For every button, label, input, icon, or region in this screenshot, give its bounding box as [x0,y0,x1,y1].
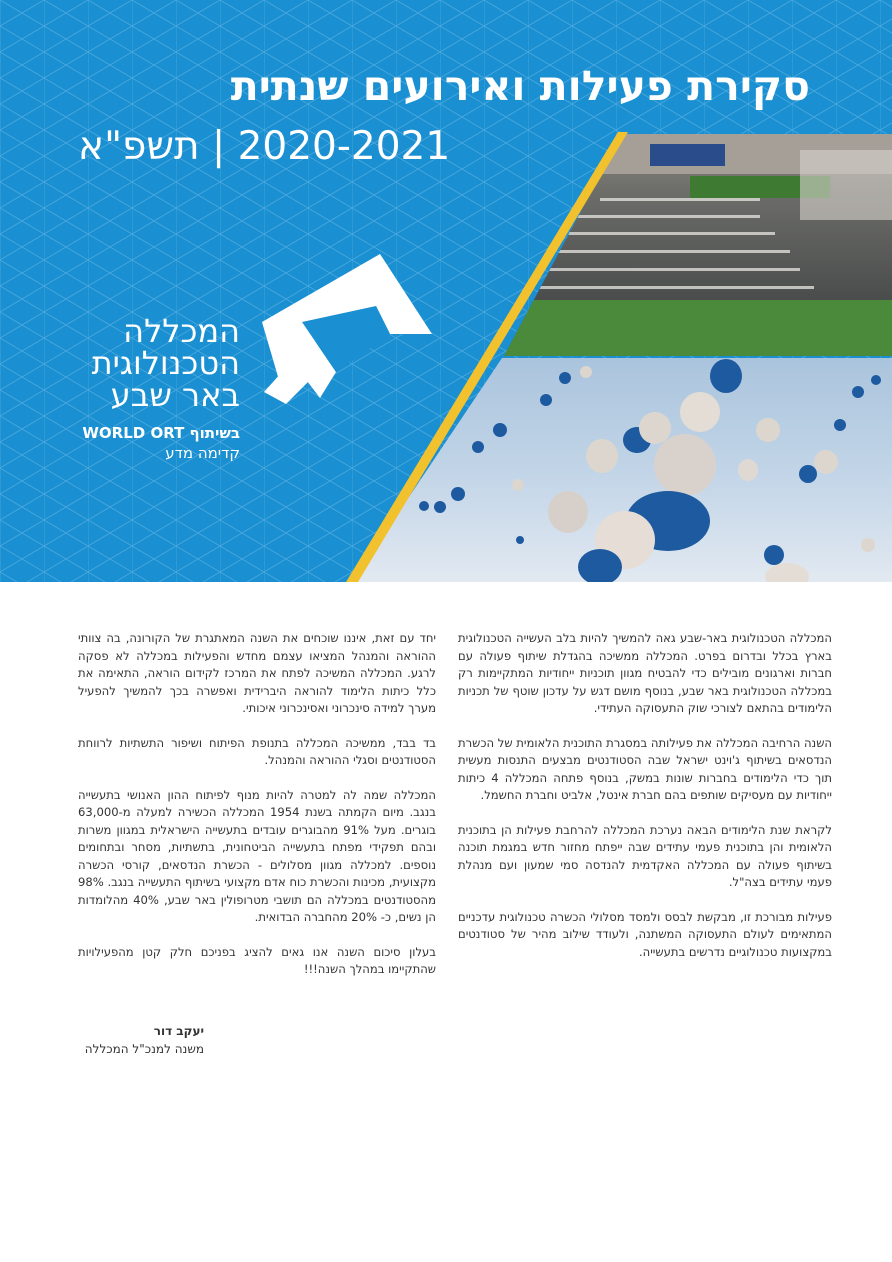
signature-name: יעקב דור [153,1024,204,1038]
body-left-column [78,630,436,996]
body-right-column [458,630,832,978]
hero-banner [0,0,892,582]
partner-line1: בשיתוף WORLD ORT [82,424,240,442]
paragraph: המכללה שמה לה למטרה להיות מנוף לפיתוח ההון האנושי בתעשייה בנגב. מיום הקמתה בשנת 1954 המכללה הכשירה למעלה מ-63,000 בוגרים. מעל 91% מהבוגרים עובדים בתעשייה הישראלית במגוון משרות ובהם תפקידי מפתח בתעשייה הביטחונית, בתשתיות, מסחר ובתחומים נוספים. למכללה מגוון מסלולים - הכשרת הנדסאים, קורסי הכשרה מקצועית, מכינות והכשרת כוח אדם מקצועי בשיתוף התעשייה בנגב. 98% מהסטודנטים במכללה הם תושבי מטרופולין באר שבע, 40% מהלומדות הן נשים, כ- 20% מהחברה הבדואית. [78,787,436,924]
college-name-line3: באר שבע [110,376,240,414]
college-name-line1: המכללה [123,312,240,350]
page-title: סקירת פעילות ואירועים שנתית [230,62,810,110]
paragraph: בעלון סיכום השנה אנו גאים להציג בפניכם חלק קטן מהפעילויות שהתקיימו במהלך השנה!!! [78,944,436,976]
signature-role: משנה למנכ"ל המכללה [84,1042,204,1056]
year-subtitle: 2020-2021 | תשפ"א [78,124,451,169]
paragraph: המכללה הטכנולוגית באר-שבע גאה להמשיך להיות בלב העשייה הטכנולוגית בארץ בכלל ובדרום בפרט. המכללה ממשיכה בהגדלת שיתוף פעולה עם חברות וארגונים מובילים כדי להבטיח מגוון תוכניות ייחודיות המתקיימות רק במכללה הטכנולוגית באר שבע, בנוסף מושם דגש על עדכון שוטף של תכניות הלימודים בהתאם לצורכי שוק התעסוקה העתידי. [458,631,832,715]
paragraph: לקראת שנת הלימודים הבאה נערכת המכללה להרחבת פעילות הן בתוכנית הלאומית והן בתוכנית פעמי עתידים שבה ייפתח מחזור חדש במגמת תוכנה בשיתוף פעולה עם המכללה האקדמית להנדסה סמי שמעון ועם מנהלת פעמי עתידים בצה"ל. [458,822,832,889]
paragraph: פעילות מבורכת זו, מבקשת לבסס ולמסד מסלולי הכשרה טכנולוגית עדכניים המתאימים לעולם התעסוקה המשתנה, ולעודד שילוב מהיר של סטודנטים במקצועות טכנולוגיים נדרשים בתעשייה. [458,909,832,959]
paragraph: השנה הרחיבה המכללה את פעילותה במסגרת התוכנית הלאומית של הכשרת הנדסאים בשיתוף ג'וינט ישראל שבה הסטודנטים מבצעים התנסות מעשית תוך כדי הלימודים בחברות שונות במשק, בנוסף פתחה המכללה 4 כיתות ייחודיות עם מעסיקים שותפים בהם חברת אינטל, אלביט וחברת החשמל. [458,735,832,802]
partner-line2: קדימה מדע [165,444,240,462]
college-name-line2: הטכנולוגית [91,344,240,382]
paragraph: יחד עם זאת, איננו שוכחים את השנה המאתגרת של הקורונה, בה צוותי ההוראה והמנהל המציאו עצמם מחדש והפעילות במכללה לא פסקה לרגע. המכללה המשיכה לפתח את המרכז לקידום הוראה, התאימה את כלל כיתות הלימוד להוראה היברידית ואפשרה בכך להמשיך להפעיל מערך למידה סינכרוני ואסינכרוני איכותי. [78,631,436,715]
paragraph: בד בבד, ממשיכה המכללה בתנופת הפיתוח ושיפור התשתיות לרווחת הסטודנטים וסגלי ההוראה והמנהל. [78,735,436,767]
